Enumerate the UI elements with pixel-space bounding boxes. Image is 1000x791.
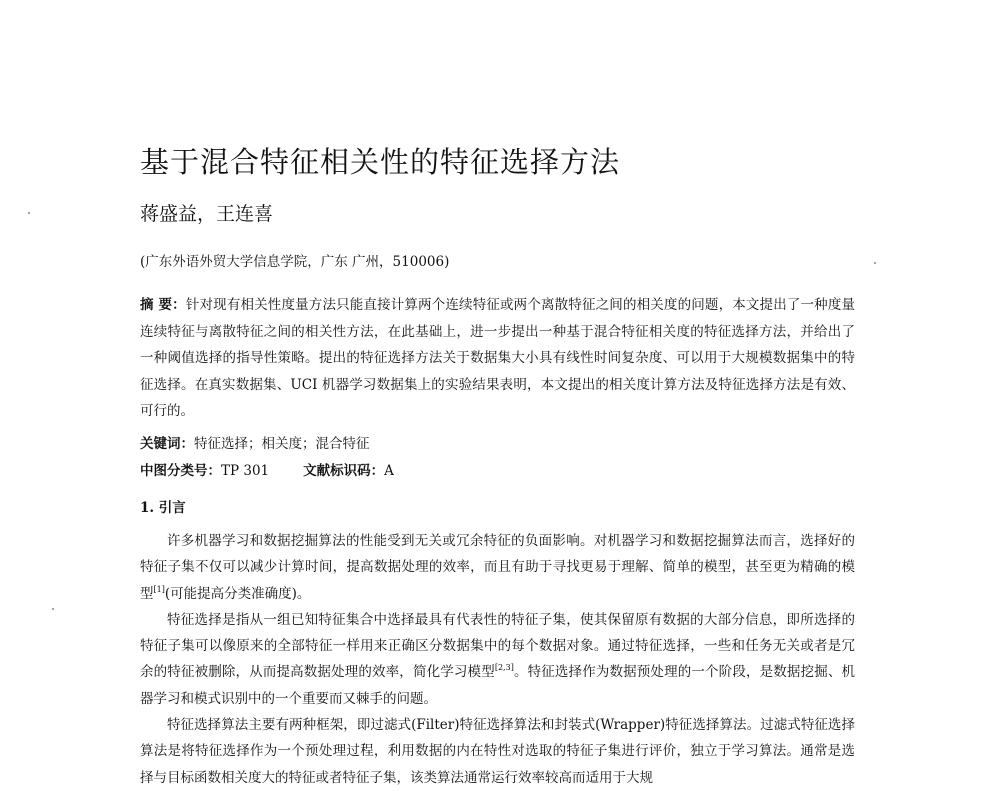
scan-speck bbox=[52, 608, 54, 610]
abstract bbox=[140, 292, 855, 425]
keywords-label: 关键词： bbox=[140, 436, 194, 452]
scan-speck bbox=[874, 262, 876, 264]
section-body bbox=[140, 528, 855, 791]
clc-label: 中图分类号： bbox=[140, 463, 221, 479]
paper-title: 基于混合特征相关性的特征选择方法 bbox=[140, 145, 621, 179]
paragraph-text: 特征选择是指从一组已知特征集合中选择最具有代表性的特征子集，使其保留原有数据的大部分信息，即所选择的特征子集可以像原来的全部特征一样用来正确区分数据集中的每个数据对象。通过特征选择，一些和任务无关或者是冗余的特征被删除，从而提高数据处理的效率，简化学习模型 bbox=[140, 611, 855, 681]
abstract-label: 摘 要： bbox=[140, 297, 186, 313]
doc-code-label: 文献标识码： bbox=[303, 463, 385, 479]
paragraph: 特征选择算法主要有两种框架，即过滤式(Filter)特征选择算法和封装式(Wrapper)特征选择算法。过滤式特征选择算法是将特征选择作为一个预处理过程，利用数据的内在特性对选取的特征子集进行评价，独立于学习算法。通常是选择与目标函数相关度大的特征或者特征子集，该类算法通常运行效率较高而适用于大规 bbox=[140, 717, 855, 786]
citation-ref: [1] bbox=[153, 584, 165, 594]
paragraph-text: 。特征选择作为数据预处理的一个阶段，是数据挖掘、机器学习和模式识别中的一个重要而又棘手的问题。 bbox=[140, 664, 856, 707]
paragraph-text: 许多机器学习和数据挖掘算法的性能受到无关或冗余特征的负面影响。对机器学习和数据挖掘算法而言，选择好的特征子集不仅可以减少计算时间，提高数据处理的效率，而且有助于寻找更易于理解、简单的模型，甚至更为精确的模型 bbox=[140, 533, 855, 602]
section-heading: 1. 引言 bbox=[140, 500, 186, 516]
paragraph bbox=[140, 528, 855, 607]
paragraph-text: (可能提高分类准确度)。 bbox=[164, 585, 311, 602]
doc-code-value: A bbox=[384, 463, 394, 479]
paper-authors: 蒋盛益，王连喜 bbox=[140, 203, 274, 225]
clc-value: TP 301 bbox=[221, 463, 270, 479]
classification-line bbox=[140, 459, 394, 479]
keywords bbox=[140, 432, 370, 452]
paragraph bbox=[140, 607, 855, 712]
citation-ref: [2,3] bbox=[494, 663, 514, 673]
scan-speck bbox=[28, 212, 30, 214]
paper-affiliation: (广东外语外贸大学信息学院，广东 广州，510006) bbox=[140, 254, 450, 270]
keywords-text: 特征选择；相关度；混合特征 bbox=[194, 436, 370, 452]
abstract-text: 针对现有相关性度量方法只能直接计算两个连续特征或两个离散特征之间的相关度的问题，本文提出了一种度量连续特征与离散特征之间的相关性方法，在此基础上，进一步提出一种基于混合特征相关度的特征选择方法，并给出了一种阈值选择的指导性策略。提出的特征选择方法关于数据集大小具有线性时间复杂度、可以用于大规模数据集中的特征选择。在真实数据集、UCI 机器学习数据集上的实验结果表明，本文提出的相关度计算方法及特征选择方法是有效、可行的。 bbox=[140, 297, 856, 419]
